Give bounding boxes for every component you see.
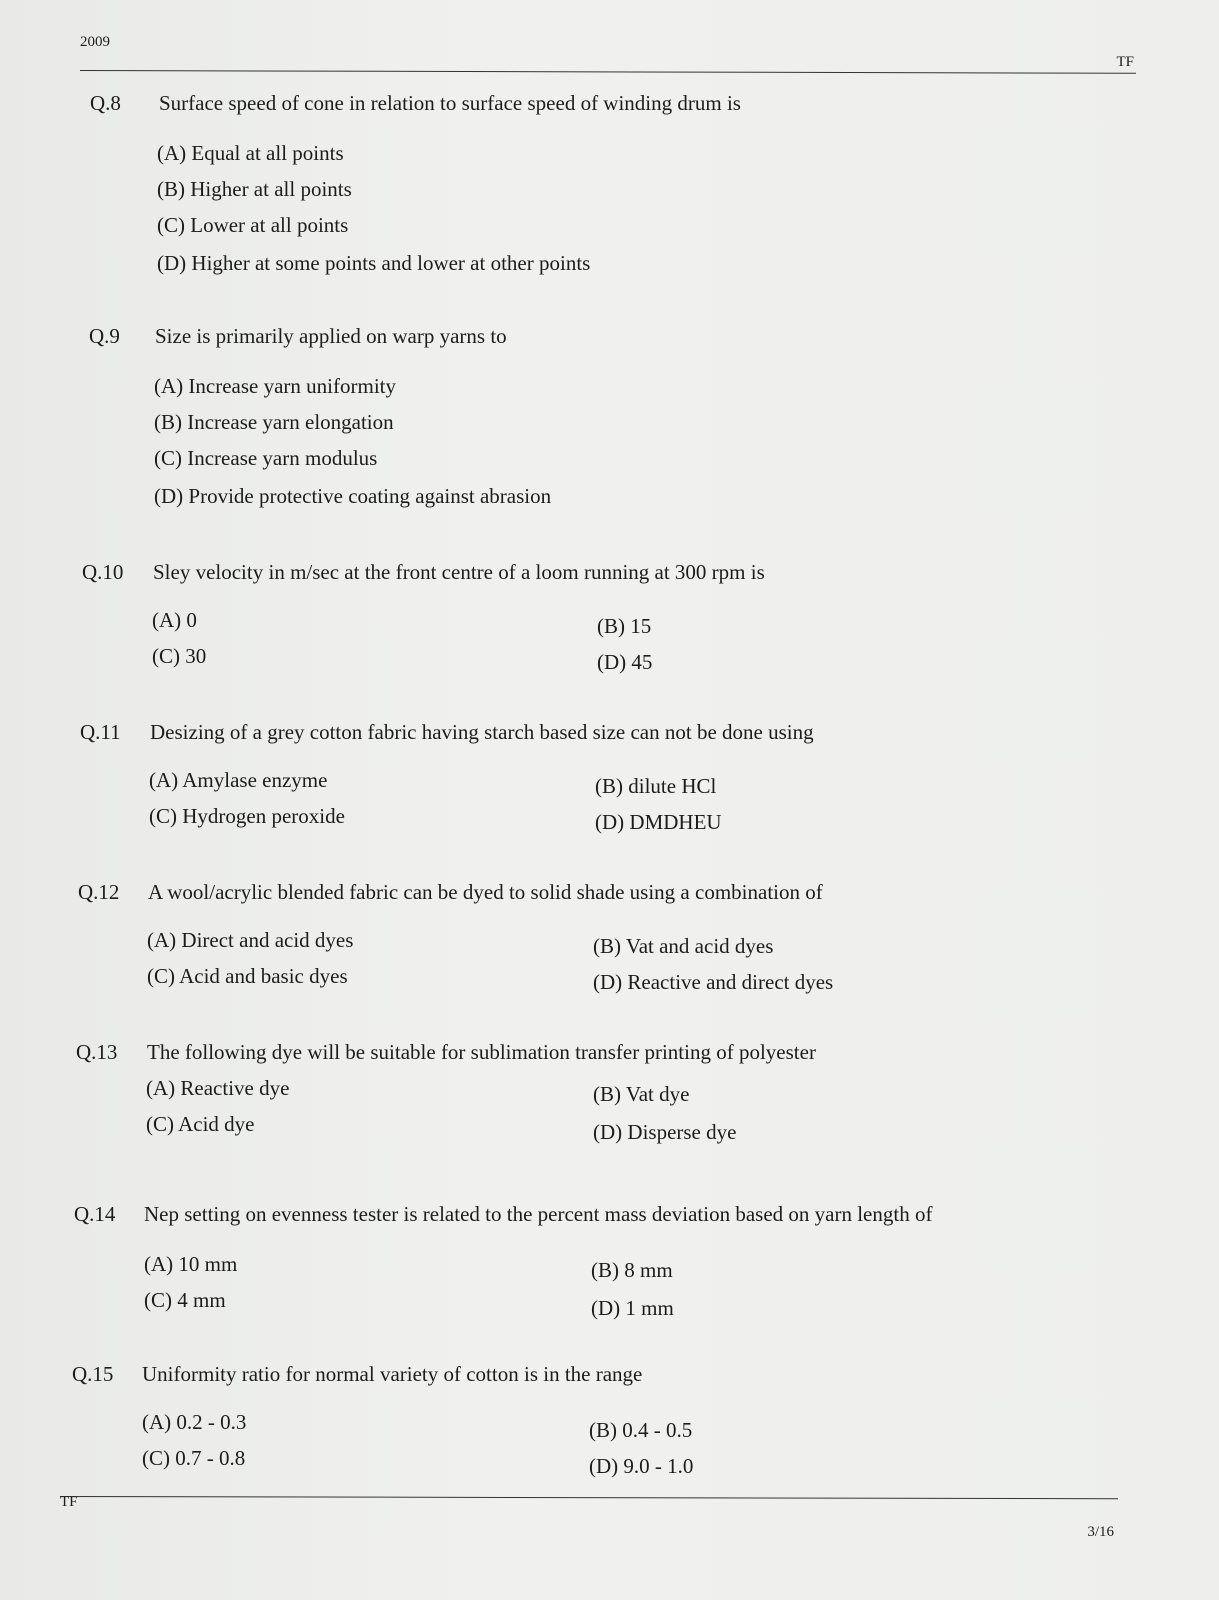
option-b: (B) Increase yarn elongation bbox=[154, 410, 394, 434]
question-number: Q.12 bbox=[78, 880, 120, 904]
option-b: (B) Vat dye bbox=[593, 1082, 690, 1106]
option-b: (B) 0.4 - 0.5 bbox=[589, 1418, 693, 1442]
option-c: (C) Lower at all points bbox=[157, 213, 349, 237]
option-c: (C) Acid and basic dyes bbox=[147, 964, 348, 988]
option-d: (D) Disperse dye bbox=[593, 1120, 737, 1144]
option-a: (A) Increase yarn uniformity bbox=[154, 374, 396, 398]
option-c: (C) Acid dye bbox=[146, 1112, 255, 1136]
option-d: (D) DMDHEU bbox=[595, 810, 722, 834]
option-b: (B) dilute HCl bbox=[595, 774, 717, 798]
option-d: (D) 1 mm bbox=[591, 1296, 674, 1320]
question-number: Q.15 bbox=[72, 1362, 114, 1386]
option-b: (B) 8 mm bbox=[591, 1258, 673, 1282]
option-c: (C) 0.7 - 0.8 bbox=[142, 1446, 246, 1470]
question-text: Sley velocity in m/sec at the front centre of a loom running at 300 rpm is bbox=[153, 560, 765, 584]
option-a: (A) Equal at all points bbox=[157, 141, 344, 165]
footer-paper-code: TF bbox=[60, 1494, 78, 1510]
question-text: Nep setting on evenness tester is related to the percent mass deviation based on yarn length of bbox=[144, 1202, 933, 1226]
option-a: (A) Amylase enzyme bbox=[149, 768, 328, 792]
option-a: (A) 0 bbox=[152, 608, 197, 632]
question-text: Size is primarily applied on warp yarns to bbox=[155, 324, 507, 348]
question-text: The following dye will be suitable for sublimation transfer printing of polyester bbox=[147, 1040, 816, 1064]
question-text: Uniformity ratio for normal variety of cotton is in the range bbox=[142, 1362, 643, 1386]
question-number: Q.13 bbox=[76, 1040, 118, 1064]
question-text: Desizing of a grey cotton fabric having starch based size can not be done using bbox=[150, 720, 814, 744]
page-number: 3/16 bbox=[1087, 1524, 1114, 1540]
question-number: Q.9 bbox=[89, 324, 120, 348]
header-year: 2009 bbox=[80, 34, 110, 50]
header-paper-code: TF bbox=[1116, 54, 1134, 70]
option-b: (B) Higher at all points bbox=[157, 177, 352, 201]
option-a: (A) 0.2 - 0.3 bbox=[142, 1410, 247, 1434]
option-c: (C) Increase yarn modulus bbox=[154, 446, 378, 470]
option-a: (A) Direct and acid dyes bbox=[147, 928, 354, 952]
question-text: Surface speed of cone in relation to surface speed of winding drum is bbox=[159, 91, 741, 115]
option-c: (C) 4 mm bbox=[144, 1288, 226, 1312]
option-d: (D) Provide protective coating against abrasion bbox=[154, 484, 552, 508]
option-d: (D) 45 bbox=[597, 650, 653, 674]
option-d: (D) 9.0 - 1.0 bbox=[589, 1454, 694, 1478]
option-d: (D) Reactive and direct dyes bbox=[593, 970, 834, 994]
question-text: A wool/acrylic blended fabric can be dyed to solid shade using a combination of bbox=[148, 880, 823, 904]
footer-rule bbox=[60, 1496, 1118, 1499]
question-number: Q.14 bbox=[74, 1202, 116, 1226]
question-number: Q.10 bbox=[82, 560, 124, 584]
question-number: Q.11 bbox=[80, 720, 121, 744]
option-c: (C) Hydrogen peroxide bbox=[149, 804, 345, 828]
option-d: (D) Higher at some points and lower at other points bbox=[157, 251, 591, 275]
option-b: (B) 15 bbox=[597, 614, 652, 638]
option-c: (C) 30 bbox=[152, 644, 207, 668]
option-b: (B) Vat and acid dyes bbox=[593, 934, 774, 958]
question-number: Q.8 bbox=[90, 91, 121, 115]
option-a: (A) 10 mm bbox=[144, 1252, 238, 1276]
header-rule bbox=[80, 70, 1136, 74]
option-a: (A) Reactive dye bbox=[146, 1076, 290, 1100]
